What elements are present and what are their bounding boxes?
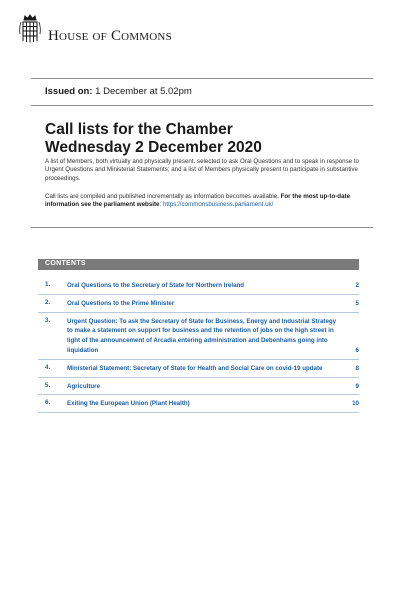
contents-heading: CONTENTS bbox=[45, 260, 86, 267]
issued-line bbox=[45, 86, 192, 97]
divider-top bbox=[31, 78, 373, 79]
title-line-1: Call lists for the Chamber bbox=[45, 121, 233, 138]
toc-item-4[interactable]: 4. Ministerial Statement: Secretary of State for Health and Social Care on covid-19 update 8 bbox=[38, 360, 359, 378]
intro-paragraph-1: A list of Members, both virtually and physically present, selected to ask Oral Questions and to speak in response to Urgent Questions and Ministerial Statements; and a list of Members physically present to participate in substantive proceedings. bbox=[45, 158, 360, 182]
divider-bottom bbox=[31, 105, 373, 106]
intro-paragraph-2: Call lists are compiled and published incrementally as information becomes available. For the most up-to-date information see the parliament website: https://commonsbusiness.parliament.uk/ bbox=[45, 193, 351, 209]
toc-item-3[interactable]: 3. Urgent Question: To ask the Secretary of State for Business, Energy and Industrial Strategy to make a statement on support for business and the retention of jobs on the high street in light of the announcement of Arcadia entering administration and Debenhams going into liquidation 6 bbox=[38, 313, 359, 360]
toc-item-5[interactable]: 5. Agriculture 9 bbox=[38, 378, 359, 396]
table-of-contents bbox=[38, 277, 359, 413]
issued-value: 1 December at 5.02pm bbox=[95, 86, 192, 97]
portcullis-icon bbox=[17, 14, 43, 44]
page-title bbox=[45, 121, 262, 157]
toc-item-6[interactable]: 6. Exiting the European Union (Plant Health) 10 bbox=[38, 395, 359, 413]
toc-item-1[interactable]: 1. Oral Questions to the Secretary of State for Northern Ireland 2 bbox=[38, 277, 359, 295]
title-line-2: Wednesday 2 December 2020 bbox=[45, 139, 262, 156]
house-of-commons-wordmark: HOUSE OF COMMONS bbox=[48, 28, 172, 44]
parliament-website-link[interactable]: https://commonsbusiness.parliament.uk/ bbox=[162, 201, 274, 209]
issued-label: Issued on: bbox=[45, 86, 93, 97]
contents-heading-bar bbox=[38, 259, 359, 270]
toc-item-2[interactable]: 2. Oral Questions to the Prime Minister 5 bbox=[38, 295, 359, 313]
divider-mid bbox=[31, 227, 373, 228]
